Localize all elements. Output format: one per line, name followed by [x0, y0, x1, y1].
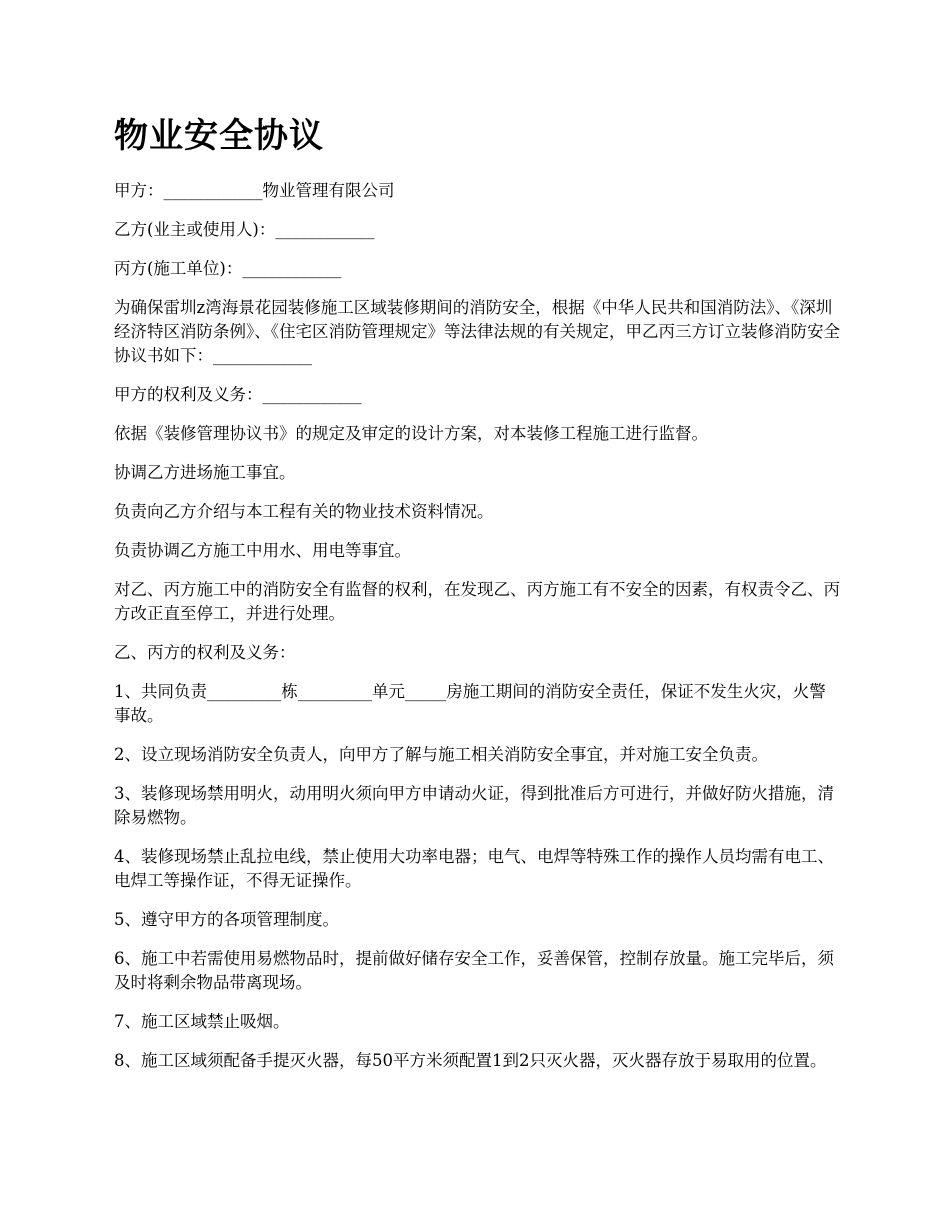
party-bc-clause: 4、装修现场禁止乱拉电线，禁止使用大功率电器；电气、电焊等特殊工作的操作人员均需有电工、电焊工等操作证，不得无证操作。: [114, 847, 834, 890]
party-bc-clause: 6、施工中若需使用易燃物品时，提前做好储存安全工作，妥善保管，控制存放量。施工完毕后，须及时将剩余物品带离现场。: [114, 949, 834, 992]
party-a-clause: 对乙、丙方施工中的消防安全有监督的权利，在发现乙、丙方施工有不安全的因素，有权责令乙、丙方改正直至停工，并进行处理。: [114, 580, 840, 623]
party-bc-clause: 8、施工区域须配备手提灭火器，每50平方米须配置1到2只灭火器，灭火器存放于易取用的位置。: [114, 1051, 827, 1070]
party-bc-rights-heading: 乙、丙方的权利及义务：: [114, 643, 296, 662]
party-a-clause: 负责向乙方介绍与本工程有关的物业技术资料情况。: [114, 502, 494, 521]
party-a-rights-heading: 甲方的权利及义务：____________: [114, 385, 362, 404]
document-page: [114, 108, 840, 1088]
party-c-line: 丙方(施工单位)：____________: [114, 259, 342, 278]
party-b-line: 乙方(业主或使用人)：____________: [114, 220, 375, 239]
party-bc-clause: 1、共同负责_________栋_________单元_____房施工期间的消防安全责任，保证不发生火灾，火警事故。: [114, 682, 826, 725]
party-bc-clause: 3、装修现场禁用明火，动用明火须向甲方申请动火证，得到批准后方可进行，并做好防火措施，清除易燃物。: [114, 784, 834, 827]
preamble-paragraph: 为确保雷圳z湾海景花园装修施工区域装修期间的消防安全，根据《中华人民共和国消防法》、《深圳经济特区消防条例》、《住宅区消防管理规定》等法律法规的有关规定，甲乙丙三方订立装修消防安全协议书如下：____________: [114, 298, 840, 365]
document-title: 物业安全协议: [114, 116, 324, 156]
party-bc-clause: 5、遵守甲方的各项管理制度。: [114, 910, 339, 929]
party-bc-clause: 7、施工区域禁止吸烟。: [114, 1012, 290, 1031]
party-a-clause: 协调乙方进场施工事宜。: [114, 463, 296, 482]
party-a-clause: 负责协调乙方施工中用水、用电等事宜。: [114, 541, 411, 560]
party-a-clause: 依据《装修管理协议书》的规定及审定的设计方案，对本装修工程施工进行监督。: [114, 424, 708, 443]
party-a-line: 甲方：____________物业管理有限公司: [114, 181, 395, 200]
party-bc-clause: 2、设立现场消防安全负责人，向甲方了解与施工相关消防安全事宜，并对施工安全负责。: [114, 745, 768, 764]
